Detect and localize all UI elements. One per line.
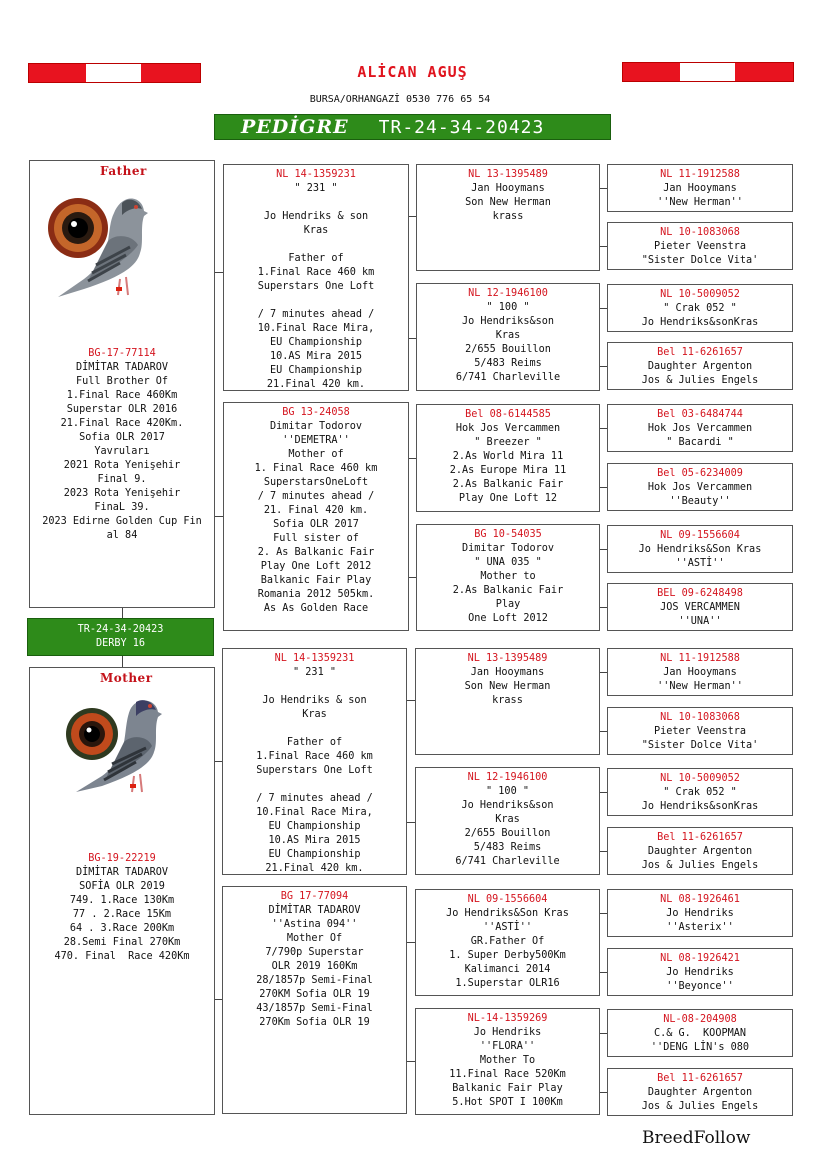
- ring-number: NL 13-1395489: [468, 169, 548, 180]
- ring-number: BG 10-54035: [474, 529, 542, 540]
- pedigree-text: " 100 " Jo Hendriks&son Kras 2/655 Bouillon 5/483 Reims 6/741 Charleville: [455, 786, 560, 867]
- ancestor-gen4[interactable]: [607, 463, 793, 511]
- great-grandparent[interactable]: [415, 767, 600, 875]
- ring-number: NL 10-5009052: [660, 773, 740, 784]
- pedigree-text: Jan Hooymans ''New Herman'': [657, 667, 743, 692]
- subject-ring: TR-24-34-20423: [77, 624, 164, 635]
- pedigree-text: Hok Jos Vercammen ''Beauty'': [647, 482, 753, 507]
- connector: [599, 1092, 607, 1093]
- connector: [599, 851, 607, 852]
- connector: [408, 216, 416, 217]
- connector: [599, 1033, 607, 1034]
- father-card[interactable]: [29, 160, 215, 608]
- pedigree-text: C.& G. KOOPMAN ''DENG LİN's 080: [650, 1028, 750, 1053]
- ring-number: Bel 08-6144585: [465, 409, 551, 420]
- connector: [406, 942, 415, 943]
- pedigree-ring: TR-24-34-20423: [378, 116, 545, 138]
- pedigree-text: " 231 " Jo Hendriks & son Kras Father of 1.Final Race 460 km Superstars One Loft / 7 minutes ahead / 10.Final Race Mira, EU Championship 10.AS Mira 2015 EU Championship 21.Final 420 km.: [256, 667, 373, 874]
- pedigree-text: Dimitar Todorov " UNA 035 " Mother to 2.As Balkanic Fair Play One Loft 2012: [452, 543, 564, 624]
- pedigree-text: JOS VERCAMMEN ''UNA'': [660, 602, 740, 627]
- ancestor-gen4[interactable]: [607, 342, 793, 390]
- subject-name: DERBY 16: [95, 638, 146, 649]
- connector: [599, 366, 607, 367]
- ring-number: NL 10-5009052: [660, 289, 740, 300]
- father-text: DİMİTAR TADAROV Full Brother Of 1.Final Race 460Km Superstar OLR 2016 21.Final Race 420Km. Sofia OLR 2017 Yavruları 2021 Rota Yenişehir Final 9. 2023 Rota Yenişehir FinaL 39. 2023 Edirne Golden Cup Fin al 84: [42, 362, 202, 541]
- connector: [406, 822, 415, 823]
- connector: [214, 272, 223, 273]
- father-details: [30, 319, 214, 557]
- ring-number: Bel 05-6234009: [657, 468, 743, 479]
- pedigree-text: " Crak 052 " Jo Hendriks&sonKras: [641, 787, 759, 812]
- connector: [214, 516, 223, 517]
- pedigree-text: Pieter Veenstra "Sister Dolce Vita': [641, 241, 759, 266]
- connector: [599, 792, 607, 793]
- ring-number: NL 11-1912588: [660, 653, 740, 664]
- granddam-paternal[interactable]: [223, 402, 409, 631]
- ring-number: Bel 11-6261657: [657, 1073, 743, 1084]
- connector: [599, 246, 607, 247]
- ring-number: BG 17-77094: [280, 891, 349, 902]
- pigeon-image: [44, 183, 164, 305]
- connector: [599, 549, 607, 550]
- great-grandparent[interactable]: [416, 524, 600, 631]
- father-title: Father: [100, 164, 147, 178]
- great-grandparent[interactable]: [415, 648, 600, 755]
- brand-logo: BreedFollow: [642, 1128, 751, 1148]
- pedigree-text: Jo Hendriks ''FLORA'' Mother To 11.Final Race 520Km Balkanic Fair Play 5.Hot SPOT I 100Km: [449, 1027, 566, 1108]
- ring-number: Bel 11-6261657: [657, 347, 743, 358]
- ancestor-gen4[interactable]: [607, 1068, 793, 1116]
- pedigree-text: Hok Jos Vercammen " Bacardi ": [647, 423, 753, 448]
- owner-name: ALİCAN AGUŞ: [357, 63, 468, 81]
- pedigree-title: PEDİGRE: [241, 116, 349, 138]
- connector: [599, 607, 607, 608]
- connector: [599, 731, 607, 732]
- ring-number: BEL 09-6248498: [657, 588, 743, 599]
- pedigree-text: Daughter Argenton Jos & Julies Engels: [641, 1087, 759, 1112]
- ancestor-gen4[interactable]: [607, 222, 793, 270]
- ring-number: NL 09-1556604: [467, 894, 548, 905]
- owner-contact: BURSA/ORHANGAZİ 0530 776 65 54: [309, 94, 491, 105]
- pedigree-text: Daughter Argenton Jos & Julies Engels: [641, 846, 759, 871]
- subject-box[interactable]: [27, 618, 214, 656]
- ring-number: NL 12-1946100: [467, 772, 548, 783]
- pedigree-text: Jo Hendriks&Son Kras ''ASTİ'' GR.Father Of 1. Super Derby500Km Kalimanci 2014 1.Superstar OLR16: [446, 908, 569, 989]
- ring-number: NL-14-1359269: [467, 1013, 548, 1024]
- connector: [599, 972, 607, 973]
- pedigree-text: " Crak 052 " Jo Hendriks&sonKras: [641, 303, 759, 328]
- ancestor-gen4[interactable]: [607, 404, 793, 452]
- ancestor-gen4[interactable]: [607, 164, 793, 212]
- connector: [599, 428, 607, 429]
- great-grandparent[interactable]: [416, 283, 600, 391]
- ring-number: NL 08-1926461: [660, 894, 740, 905]
- father-ring: BG-17-77114: [88, 348, 156, 359]
- ancestor-gen4[interactable]: [607, 827, 793, 875]
- ring-number: BG 13-24058: [282, 407, 350, 418]
- pedigree-text: Jan Hooymans Son New Herman krass: [465, 183, 551, 222]
- ancestor-gen4[interactable]: [607, 648, 793, 696]
- mother-details: [30, 824, 214, 978]
- ancestor-gen4[interactable]: [607, 948, 793, 996]
- ancestor-gen4[interactable]: [607, 1009, 793, 1057]
- connector: [406, 1061, 415, 1062]
- pedigree-text: Jan Hooymans Son New Herman krass: [464, 667, 551, 706]
- ring-number: NL 13-1395489: [467, 653, 548, 664]
- connector: [408, 577, 416, 578]
- ring-number: NL 14-1359231: [276, 169, 356, 180]
- connector: [599, 487, 607, 488]
- connector: [599, 188, 607, 189]
- great-grandparent[interactable]: [416, 164, 600, 271]
- ring-number: Bel 11-6261657: [657, 832, 743, 843]
- pedigree-banner: [214, 114, 611, 140]
- pedigree-text: DİMİTAR TADAROV ''Astina 094'' Mother Of 7/790p Superstar OLR 2019 160Km 28/1857p Semi-Final 270KM Sofia OLR 19 43/1857p Semi-Final 270Km Sofia OLR 19: [256, 905, 373, 1028]
- ancestor-gen4[interactable]: [607, 583, 793, 631]
- pedigree-text: " 100 " Jo Hendriks&son Kras 2/655 Bouillon 5/483 Reims 6/741 Charleville: [455, 302, 561, 383]
- pedigree-text: Jo Hendriks ''Beyonce'': [666, 967, 734, 992]
- connector: [599, 308, 607, 309]
- grandsire-paternal[interactable]: [223, 164, 409, 391]
- pedigree-text: Jan Hooymans ''New Herman'': [657, 183, 743, 208]
- mother-ring: BG-19-22219: [88, 853, 156, 864]
- ring-number: NL 10-1083068: [660, 227, 740, 238]
- ring-number: NL 10-1083068: [660, 712, 740, 723]
- pedigree-text: Jo Hendriks ''Asterix'': [666, 908, 734, 933]
- pedigree-text: Daughter Argenton Jos & Julies Engels: [641, 361, 759, 386]
- ancestor-gen4[interactable]: [607, 707, 793, 755]
- pedigree-text: Pieter Veenstra "Sister Dolce Vita': [641, 726, 759, 751]
- pigeon-image: [62, 692, 172, 800]
- ring-number: NL 12-1946100: [468, 288, 548, 299]
- connector: [408, 338, 416, 339]
- granddam-maternal[interactable]: [222, 886, 407, 1114]
- pedigree-text: Hok Jos Vercammen " Breezer " 2.As World Mira 11 2.As Europe Mira 11 2.As Balkanic Fair Play One Loft 12: [449, 423, 567, 504]
- connector: [599, 913, 607, 914]
- connector: [406, 700, 415, 701]
- ring-number: NL 08-1926421: [660, 953, 740, 964]
- ring-number: Bel 03-6484744: [657, 409, 743, 420]
- great-grandparent[interactable]: [415, 1008, 600, 1115]
- connector: [408, 458, 416, 459]
- great-grandparent[interactable]: [415, 889, 600, 996]
- mother-title: Mother: [100, 671, 153, 685]
- connector: [599, 672, 607, 673]
- ring-number: NL 11-1912588: [660, 169, 740, 180]
- mother-card[interactable]: [29, 667, 215, 1115]
- pedigree-text: Jo Hendriks&Son Kras ''ASTİ'': [638, 544, 762, 569]
- mother-text: DİMİTAR TADAROV SOFİA OLR 2019 749. 1.Race 130Km 77 . 2.Race 15Km 64 . 3.Race 200Km 28.Semi Final 270Km 470. Final Race 420Km: [54, 867, 190, 962]
- great-grandparent[interactable]: [416, 404, 600, 512]
- ring-number: NL 14-1359231: [274, 653, 355, 664]
- ancestor-gen4[interactable]: [607, 525, 793, 573]
- ancestor-gen4[interactable]: [607, 889, 793, 937]
- grandsire-maternal[interactable]: [222, 648, 407, 875]
- ancestor-gen4[interactable]: [607, 768, 793, 816]
- pedigree-text: Dimitar Todorov ''DEMETRA'' Mother of 1. Final Race 460 km SuperstarsOneLoft / 7 minutes ahead / 21. Final 420 km. Sofia OLR 2017 Full sister of 2. As Balkanic Fair Play One Loft 2012 Balkanic Fair Play Romania 2012 505km. As As Golden Race: [254, 421, 378, 614]
- ring-number: NL 09-1556604: [660, 530, 740, 541]
- ancestor-gen4[interactable]: [607, 284, 793, 332]
- ring-number: NL-08-204908: [663, 1014, 737, 1025]
- pedigree-text: " 231 " Jo Hendriks & son Kras Father of 1.Final Race 460 km Superstars One Loft / 7 minutes ahead / 10.Final Race Mira, EU Championship 10.AS Mira 2015 EU Championship 21.Final 420 km.: [257, 183, 375, 390]
